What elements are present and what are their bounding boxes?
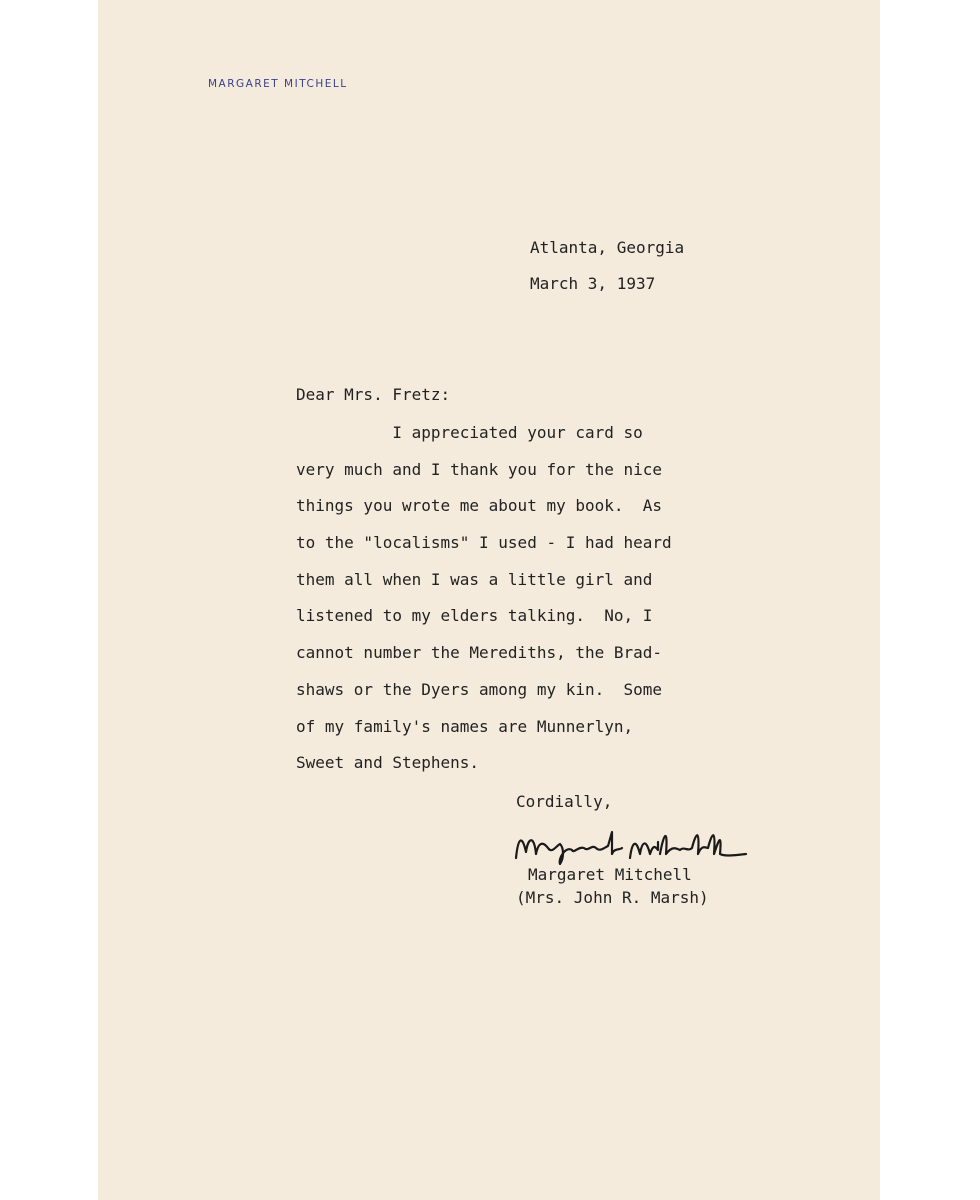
closing: Cordially, <box>516 792 613 811</box>
body-line: very much and I thank you for the nice <box>296 460 663 479</box>
body-line: shaws or the Dyers among my kin. Some <box>296 680 663 699</box>
letterhead: MARGARET MITCHELL <box>208 78 348 90</box>
salutation: Dear Mrs. Fretz: <box>296 385 451 404</box>
body-line: them all when I was a little girl and <box>296 570 653 589</box>
body-line: of my family's names are Munnerlyn, <box>296 717 634 736</box>
body-line: Sweet and Stephens. <box>296 753 480 772</box>
letter-page <box>98 0 880 1200</box>
typed-married-name: (Mrs. John R. Marsh) <box>516 888 709 907</box>
body-line: to the "localisms" I used - I had heard <box>296 533 672 552</box>
typed-signature-name: Margaret Mitchell <box>528 865 692 884</box>
letter-date: March 3, 1937 <box>530 274 656 293</box>
body-line: I appreciated your card so <box>296 423 643 442</box>
body-line: cannot number the Merediths, the Brad- <box>296 643 663 662</box>
body-line: things you wrote me about my book. As <box>296 496 663 515</box>
body-line: listened to my elders talking. No, I <box>296 606 653 625</box>
letter-place: Atlanta, Georgia <box>530 238 685 257</box>
